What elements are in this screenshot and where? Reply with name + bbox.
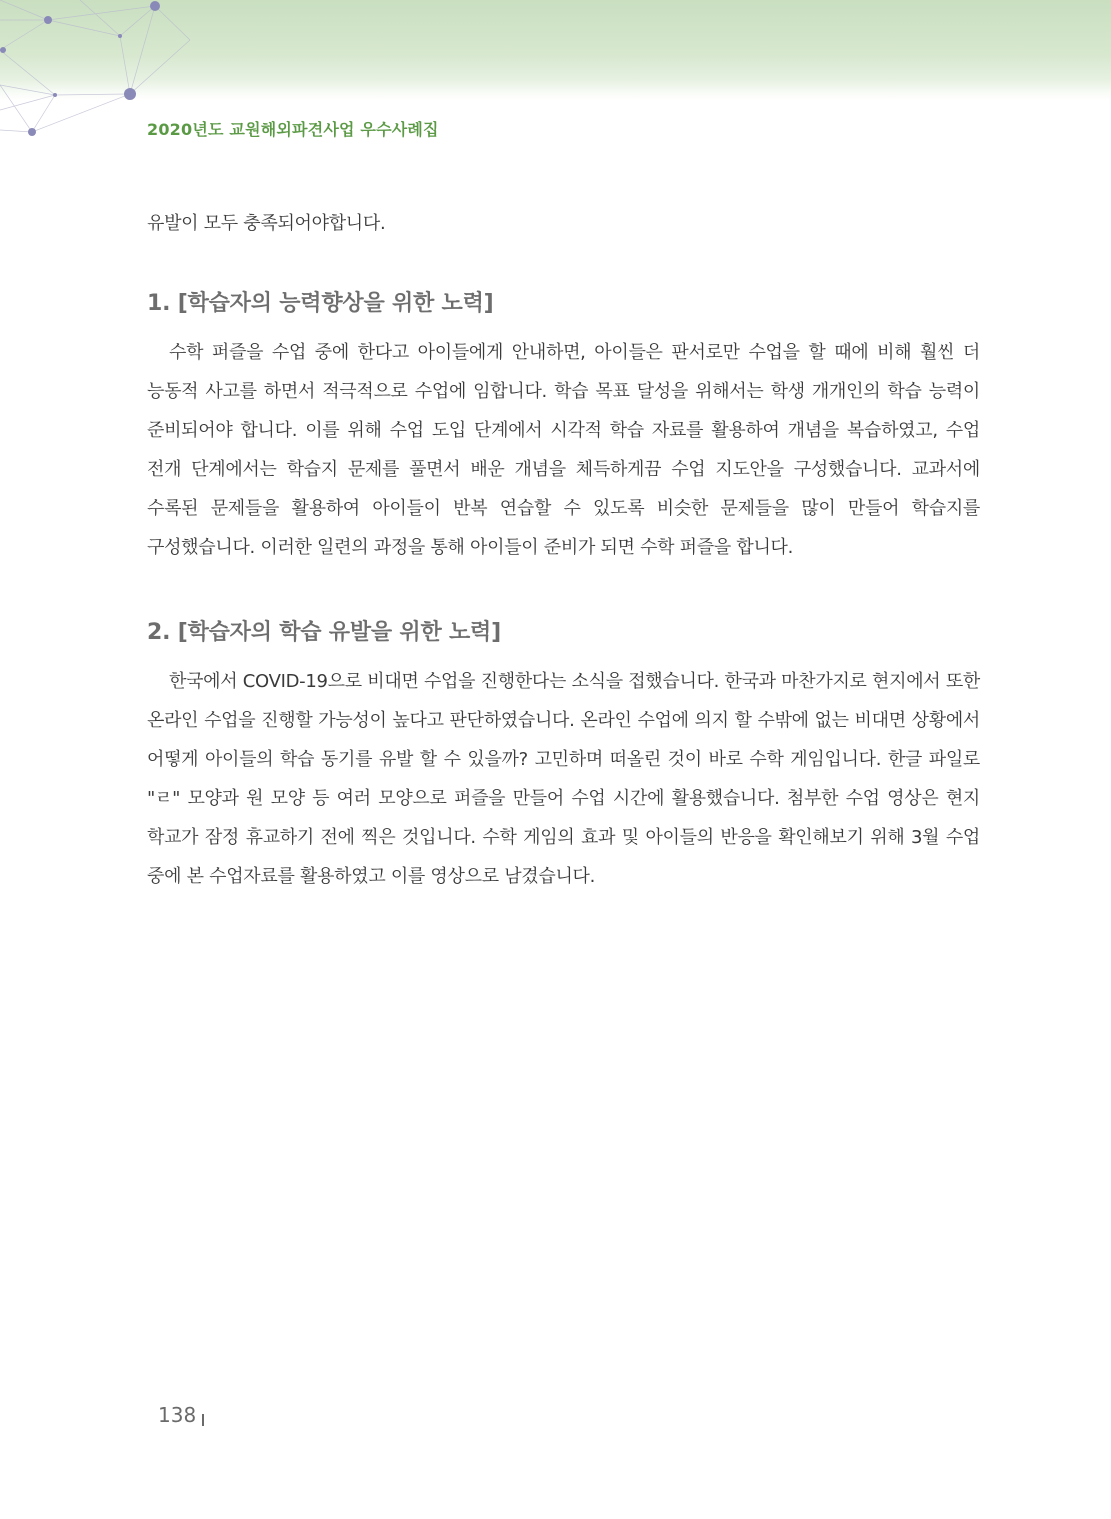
page-number-divider xyxy=(202,1414,204,1426)
section-2-heading: 2. [학습자의 학습 유발을 위한 노력] xyxy=(147,620,501,645)
section-1-paragraph: 수학 퍼즐을 수업 중에 한다고 아이들에게 안내하면, 아이들은 판서로만 수업을 할 때에 비해 훨씬 더 능동적 사고를 하면서 적극적으로 수업에 임합니다. 학습 목표 달성을 위해서는 학생 개개인의 학습 능력이 준비되어야 합니다. 이를 위해 수업 도입 단계에서 시각적 학습 자료를 활용하여 개념을 복습하였고, 수업 전개 단계에서는 학습지 문제를 풀면서 배운 개념을 체득하게끔 수업 지도안을 구성했습니다. 교과서에 수록된 문제들을 활용하여 아이들이 반복 연습할 수 있도록 비슷한 문제들을 많이 만들어 학습지를 구성했습니다. 이러한 일련의 과정을 통해 아이들이 준비가 되면 수학 퍼즐을 합니다. xyxy=(147,342,980,558)
page-number: 138 xyxy=(158,1403,197,1427)
main-content xyxy=(147,204,980,896)
running-header-title: 2020년도 교원해외파견사업 우수사례집 xyxy=(147,120,439,139)
section-1-heading: 1. [학습자의 능력향상을 위한 노력] xyxy=(147,291,494,316)
intro-line: 유발이 모두 충족되어야합니다. xyxy=(147,213,386,234)
section-2-paragraph: 한국에서 COVID-19으로 비대면 수업을 진행한다는 소식을 접했습니다. 한국과 마찬가지로 현지에서 또한 온라인 수업을 진행할 가능성이 높다고 판단하였습니다. 온라인 수업에 의지 할 수밖에 없는 비대면 상황에서 어떻게 아이들의 학습 동기를 유발 할 수 있을까? 고민하며 떠올린 것이 바로 수학 게임입니다. 한글 파일로 "ㄹ" 모양과 원 모양 등 여러 모양으로 퍼즐을 만들어 수업 시간에 활용했습니다. 첨부한 수업 영상은 현지 학교가 잠정 휴교하기 전에 찍은 것입니다. 수학 게임의 효과 및 아이들의 반응을 확인해보기 위해 3월 수업 중에 본 수업자료를 활용하였고 이를 영상으로 남겼습니다. xyxy=(147,671,980,887)
